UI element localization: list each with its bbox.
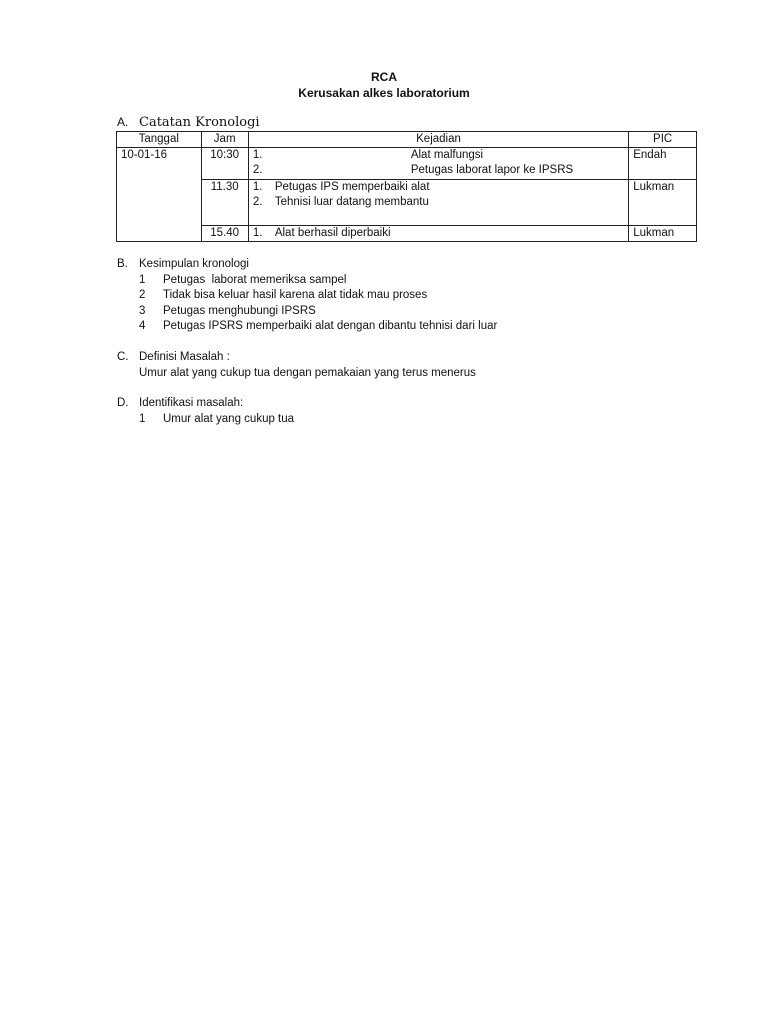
section-c-heading	[117, 350, 476, 366]
list-item-text: Petugas menghubungi IPSRS	[163, 304, 316, 317]
section-c-body: Umur alat yang cukup tua dengan pemakaian yang terus menerus	[139, 366, 476, 379]
document-title: RCA	[371, 70, 397, 84]
section-b-title: Kesimpulan kronologi	[139, 258, 249, 270]
cell-jam: 10:30	[201, 148, 248, 180]
list-item-number: 2	[139, 289, 146, 301]
event-number: 2.	[252, 196, 263, 208]
list-item	[117, 304, 497, 320]
list-item-text: Petugas IPSRS memperbaiki alat dengan dibantu tehnisi dari luar	[163, 320, 498, 332]
table-row	[117, 180, 697, 226]
table-row	[117, 226, 697, 242]
header-pic: PIC	[629, 132, 697, 148]
section-c	[117, 350, 476, 381]
section-d	[117, 396, 294, 427]
section-b-heading	[117, 257, 497, 273]
cell-kejadian	[248, 226, 628, 242]
header-kejadian: Kejadian	[248, 132, 628, 148]
list-item	[117, 288, 497, 304]
event-number: 1.	[252, 149, 263, 161]
list-item	[117, 412, 294, 428]
list-item	[117, 273, 497, 289]
section-a-title: Catatan Kronologi	[139, 115, 260, 130]
list-item-text: Umur alat yang cukup tua	[163, 412, 295, 425]
event-line	[253, 226, 624, 241]
event-line	[253, 180, 624, 195]
list-item-number: 1	[139, 412, 146, 425]
section-b-letter: B.	[117, 258, 128, 270]
cell-kejadian	[248, 148, 628, 180]
event-text: Petugas IPS memperbaiki alat	[274, 181, 430, 193]
section-b	[117, 257, 497, 335]
list-item	[117, 319, 497, 335]
event-number: 2.	[252, 164, 263, 176]
list-item-text: Tidak bisa keluar hasil karena alat tidak mau proses	[163, 289, 428, 301]
header-tanggal: Tanggal	[117, 132, 202, 148]
event-text: Tehnisi luar datang membantu	[274, 196, 429, 208]
cell-date: 10-01-16	[117, 148, 202, 242]
event-number: 1.	[252, 227, 263, 239]
document-subtitle: Kerusakan alkes laboratorium	[298, 86, 470, 100]
cell-pic: Lukman	[629, 180, 697, 226]
event-text: Petugas laborat lapor ke IPSRS	[410, 164, 574, 176]
cell-pic: Lukman	[629, 226, 697, 242]
chronology-table	[116, 131, 697, 242]
list-item-text: Petugas laborat memeriksa sampel	[163, 273, 347, 286]
cell-pic: Endah	[629, 148, 697, 180]
section-a-heading	[117, 115, 260, 130]
cell-kejadian	[248, 180, 628, 226]
list-item-number: 3	[139, 304, 146, 317]
section-d-title: Identifikasi masalah:	[139, 397, 244, 409]
event-line	[253, 148, 624, 163]
event-number: 1.	[252, 181, 263, 193]
section-d-heading	[117, 396, 294, 412]
header-jam: Jam	[201, 132, 248, 148]
list-item-number: 1	[139, 273, 146, 286]
event-line	[253, 195, 624, 210]
cell-jam: 11.30	[201, 180, 248, 226]
event-line	[253, 163, 624, 178]
table-header-row	[117, 132, 697, 148]
section-c-title: Definisi Masalah :	[139, 351, 230, 363]
cell-jam: 15.40	[201, 226, 248, 242]
event-text: Alat malfungsi	[410, 149, 484, 161]
list-item-number: 4	[139, 320, 146, 332]
section-d-letter: D.	[117, 397, 129, 409]
event-text: Alat berhasil diperbaiki	[274, 227, 391, 239]
table-row	[117, 148, 697, 180]
section-a-letter: A.	[117, 115, 129, 129]
section-c-letter: C.	[117, 351, 129, 363]
